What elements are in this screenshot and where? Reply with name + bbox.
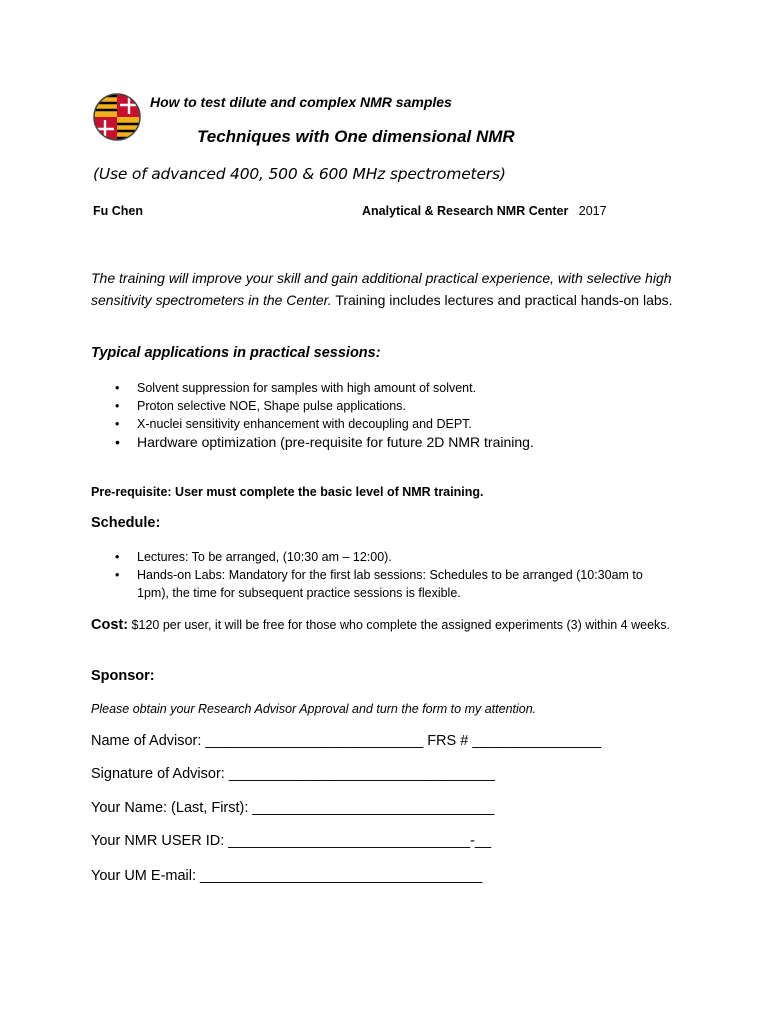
cost-paragraph xyxy=(91,616,711,635)
advisor-field[interactable]: Name of Advisor: ___________________________ FRS # ________________ xyxy=(91,733,602,749)
document-subtitle: (Use of advanced 400, 500 & 600 MHz spectrometers) xyxy=(93,165,506,183)
your-name-field[interactable]: Your Name: (Last, First): ______________________________ xyxy=(91,800,495,816)
intro-plain: Training includes lectures and practical hands-on labs. xyxy=(331,291,673,308)
header-line-1: How to test dilute and complex NMR samples xyxy=(150,94,452,110)
list-item: • X-nuclei sensitivity enhancement with decoupling and DEPT. xyxy=(93,415,534,433)
applications-list xyxy=(93,379,534,451)
center-name: Analytical & Research NMR Center xyxy=(362,204,569,218)
cost-text: $120 per user, it will be free for those who complete the assigned experiments (3) within 4 weeks. xyxy=(128,618,671,632)
prerequisite-note: Pre-requisite: User must complete the basic level of NMR training. xyxy=(91,485,484,499)
list-item: • Proton selective NOE, Shape pulse applications. xyxy=(93,397,534,415)
schedule-list xyxy=(93,548,713,602)
cost-label: Cost: xyxy=(91,617,129,633)
sponsor-heading: Sponsor: xyxy=(91,668,155,684)
list-item: • Hands-on Labs: Mandatory for the first lab sessions: Schedules to be arranged (10:30am to 1pm), the time for subsequent practice sessions is flexible. xyxy=(93,566,713,602)
sponsor-note: Please obtain your Research Advisor Approval and turn the form to my attention. xyxy=(91,702,537,716)
center-affiliation xyxy=(362,204,607,218)
applications-heading: Typical applications in practical sessions: xyxy=(91,345,381,361)
list-item: • Hardware optimization (pre-requisite for future 2D NMR training. xyxy=(93,433,534,451)
document-title: Techniques with One dimensional NMR xyxy=(197,127,515,146)
intro-paragraph xyxy=(91,268,691,311)
signature-field[interactable]: Signature of Advisor: _________________________________ xyxy=(91,766,495,782)
year: 2017 xyxy=(578,204,607,218)
university-logo xyxy=(92,92,142,142)
email-field[interactable]: Your UM E-mail: ___________________________________ xyxy=(91,868,483,884)
intro-italic: The training will improve your skill and gain additional practical experience, with selective high sensitivity spectrometers in the Center. xyxy=(91,270,672,308)
author-name: Fu Chen xyxy=(93,204,143,218)
schedule-heading: Schedule: xyxy=(91,515,161,531)
list-item: • Solvent suppression for samples with high amount of solvent. xyxy=(93,379,534,397)
list-item: • Lectures: To be arranged, (10:30 am – 12:00). xyxy=(93,548,713,566)
user-id-field[interactable]: Your NMR USER ID: ______________________________-__ xyxy=(91,833,492,849)
